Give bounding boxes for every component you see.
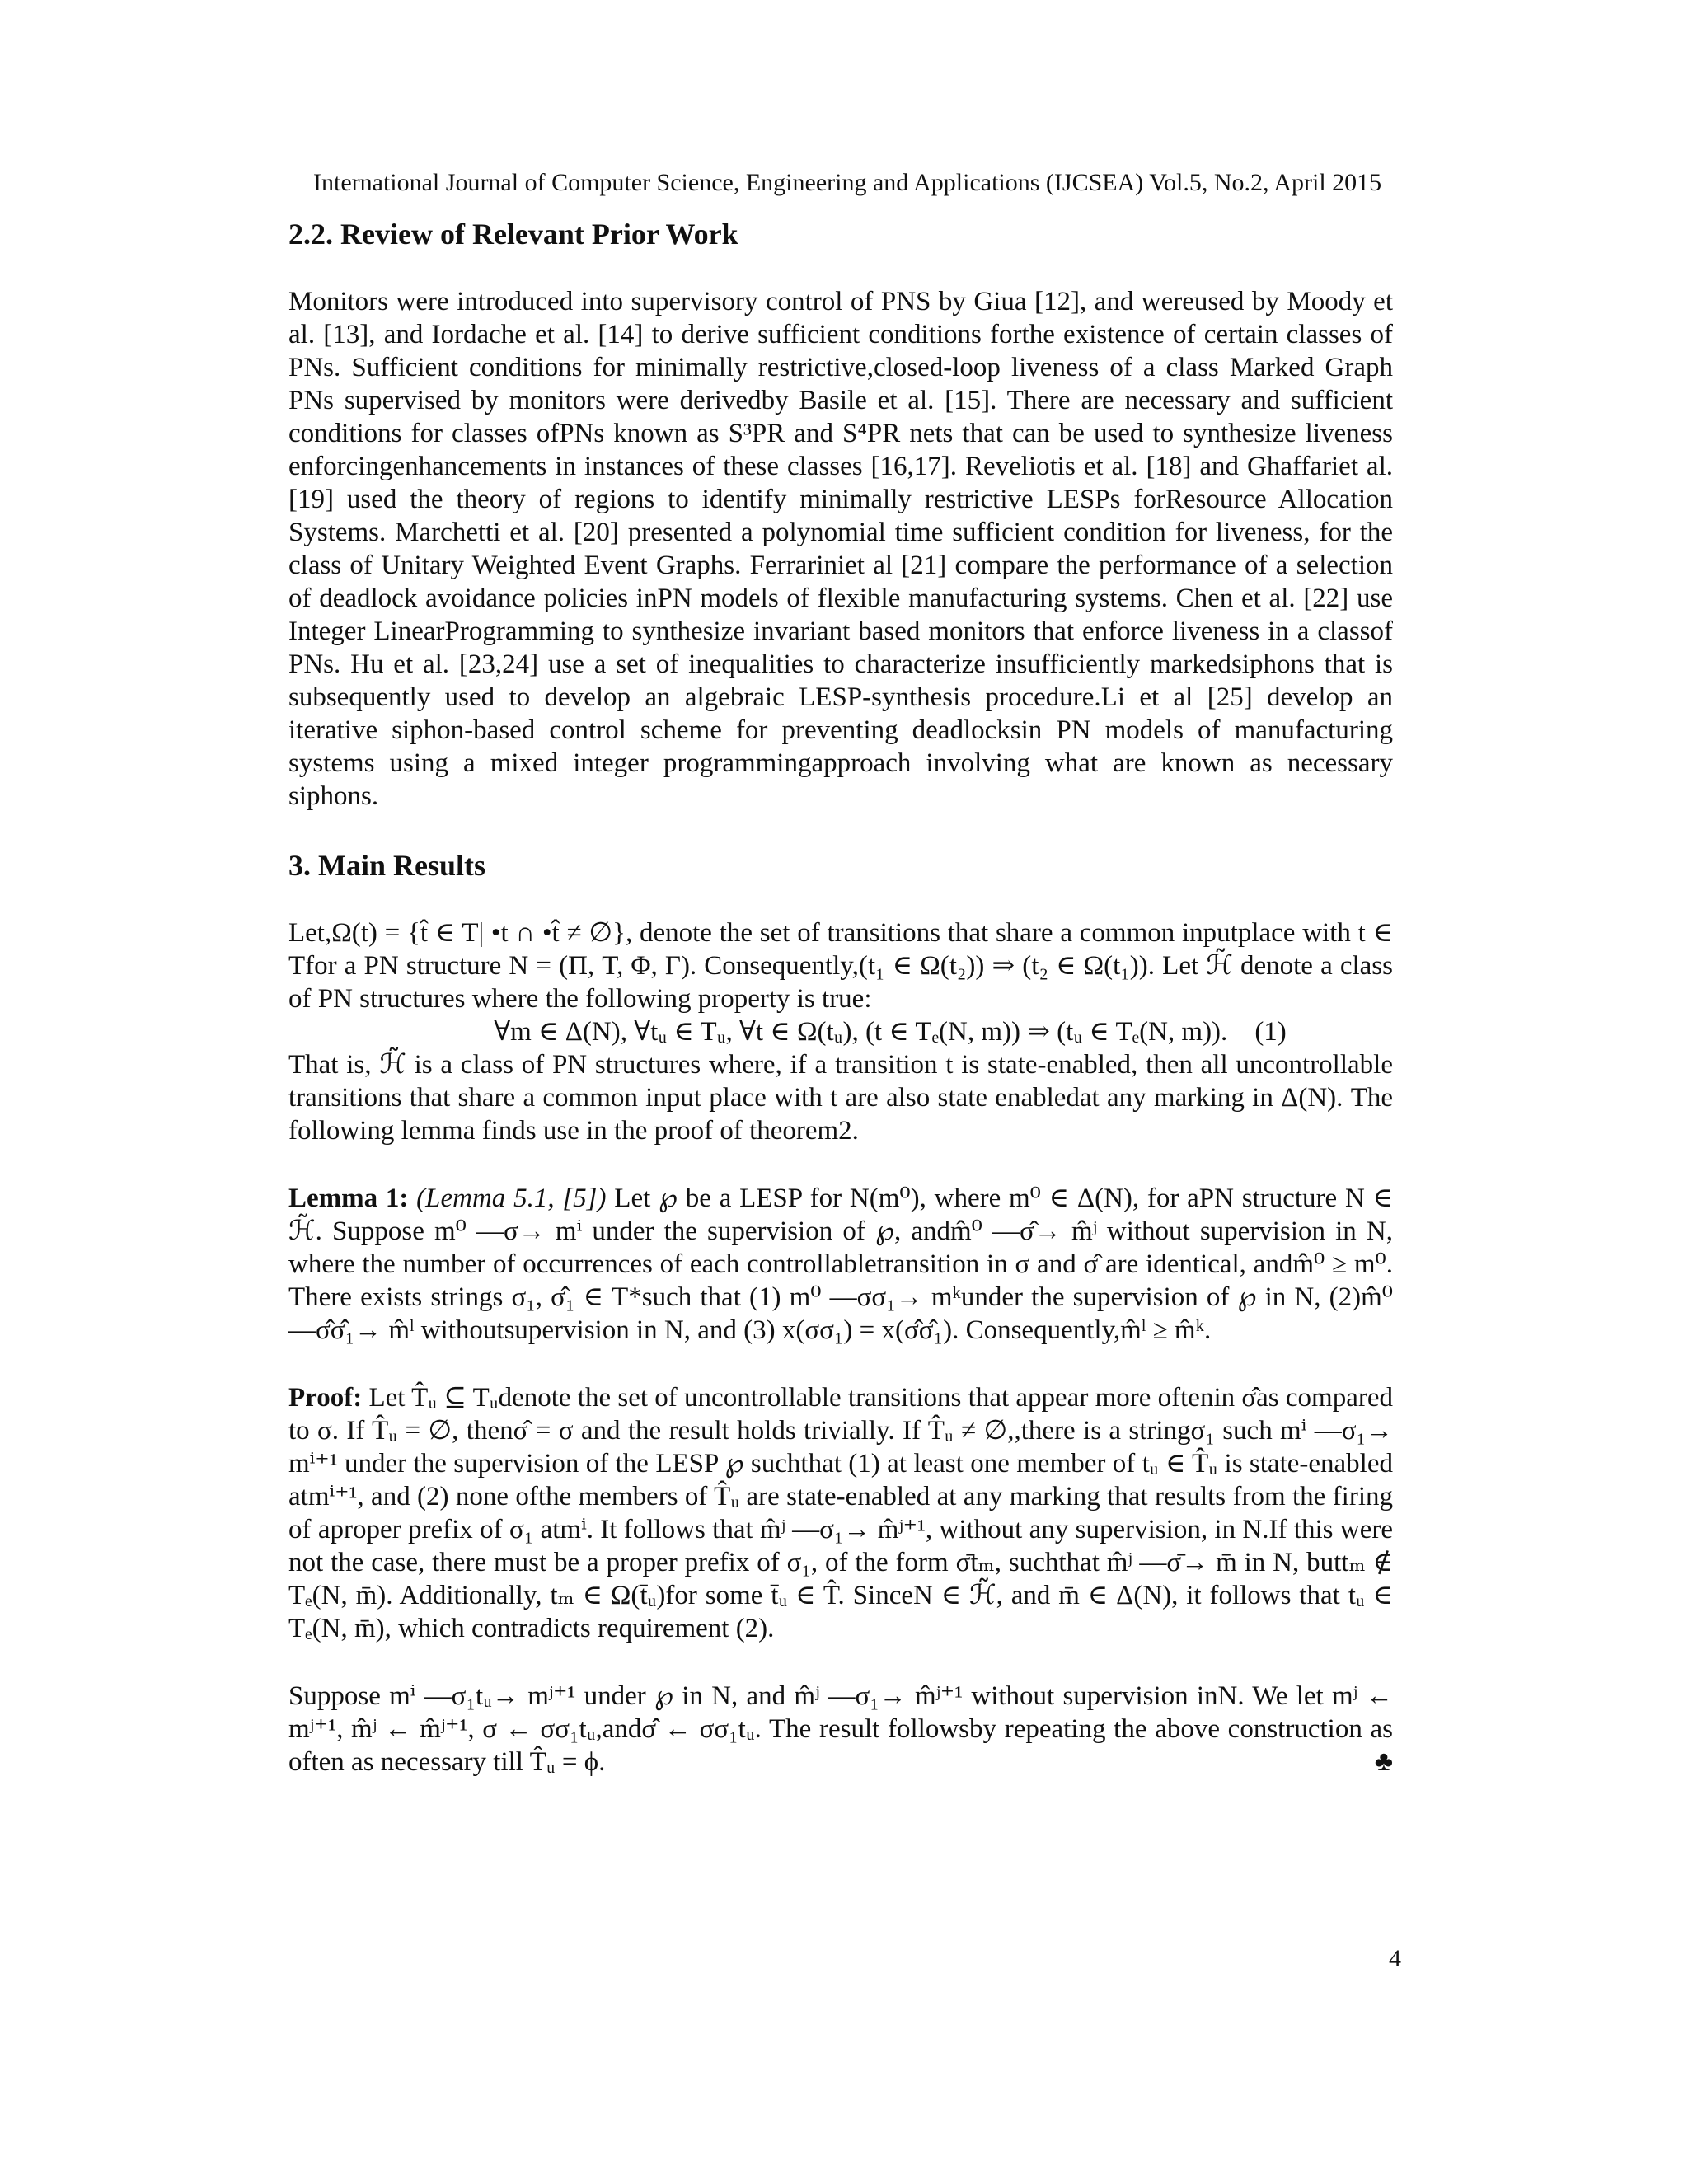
qed-club-icon: ♣ [1374,1746,1393,1777]
running-header: International Journal of Computer Science, Engineering and Applications (IJCSEA) Vol.5, No.2, April 2015 [313,169,1382,196]
page-body [288,216,1393,1813]
equation-1-body: ∀m ∈ Δ(N), ∀tᵤ ∈ Tᵤ, ∀t ∈ Ω(tᵤ), (t ∈ Tₑ(N, m)) ⇒ (tᵤ ∈ Tₑ(N, m)). [494,1017,1228,1047]
prior-work-paragraph: Monitors were introduced into supervisory control of PNS by Giua [12], and wereused by Moody et al. [13], and Iordache et al. [14] to derive sufficient conditions forthe existence of certain classes of PNs. Sufficient conditions for minimally restrictive,closed-loop liveness of a class Marked Graph PNs supervised by monitors were derivedby Basile et al. [15]. There are necessary and sufficient conditions for classes ofPNs known as S³PR and S⁴PR nets that can be used to synthesize liveness enforcingenhancements in instances of these classes [16,17]. Reveliotis et al. [18] and Ghaffariet al. [19] used the theory of regions to identify minimally restrictive LESPs forResource Allocation Systems. Marchetti et al. [20] presented a polynomial time sufficient condition for liveness, for the class of Unitary Weighted Event Graphs. Ferrariniet al [21] compare the performance of a selection of deadlock avoidance policies inPN models of flexible manufacturing systems. Chen et al. [22] use Integer LinearProgramming to synthesize invariant based monitors that enforce liveness in a classof PNs. Hu et al. [23,24] use a set of inequalities to characterize insufficiently markedsiphons that is subsequently used to develop an algebraic LESP-synthesis procedure.Li et al [25] develop an iterative siphon-based control scheme for preventing deadlocksin PN models of manufacturing systems using a mixed integer programmingapproach involving what are known as necessary siphons. [288,287,1393,811]
section-2-2-heading: 2.2. Review of Relevant Prior Work [288,218,738,251]
proof-text-2: Suppose mⁱ —σ₁tᵤ→ mʲ⁺¹ under ℘ in N, and m̂ʲ —σ₁→ m̂ʲ⁺¹ without supervision inN. We let mʲ ← mʲ⁺¹, m̂ʲ ← m̂ʲ⁺¹, σ ← σσ₁tᵤ,andσ̂ ← σσ₁tᵤ. The result followsby repeating the above construction as often as necessary till T̂ᵤ = ϕ. [288,1681,1393,1777]
lemma-source: (Lemma 5.1, [5]) [416,1183,607,1213]
page-number: 4 [1389,1945,1401,1972]
equation-1-number: (1) [1254,1017,1287,1047]
proof-paragraph-2 [288,1680,1393,1779]
proof-paragraph-1 [288,1381,1393,1645]
equation-1 [288,1015,1393,1048]
lemma-label: Lemma 1: [288,1183,409,1213]
proof-label: Proof: [288,1383,363,1413]
main-results-intro: Let,Ω(t) = {t̂ ∈ T| •t ∩ •t̂ ≠ ∅}, denote the set of transitions that share a common inputplace with t ∈ Tfor a PN structure N = (Π, T, Φ, Γ). Consequently,(t₁ ∈ Ω(t₂)) ⇒ (t₂ ∈ Ω(t₁)). Let ℋ̃ denote a class of PN structures where the following property is true: [288,918,1393,1014]
main-results-after-equation: That is, ℋ̃ is a class of PN structures where, if a transition t is state-enabled, then all uncontrollable transitions that share a common input place with t are also state enabledat any marking in Δ(N). The following lemma finds use in the proof of theorem2. [288,1050,1393,1146]
section-3-heading: 3. Main Results [288,849,486,882]
proof-text-1: Let T̂ᵤ ⊆ Tᵤdenote the set of uncontrollable transitions that appear more oftenin σ̂as compared to σ. If T̂ᵤ = ∅, thenσ̂ = σ and the result holds trivially. If T̂ᵤ ≠ ∅,,there is a stringσ₁ such mⁱ —σ₁→ mⁱ⁺¹ under the supervision of the LESP ℘ suchthat (1) at least one member of tᵤ ∈ T̂ᵤ is state-enabled atmⁱ⁺¹, and (2) none ofthe members of T̂ᵤ are state-enabled at any marking that results from the firing of aproper prefix of σ₁ atmⁱ. It follows that m̂ʲ —σ₁→ m̂ʲ⁺¹, without any supervision, in N.If this were not the case, there must be a proper prefix of σ₁, of the form σ̄tₘ, suchthat m̂ʲ —σ̄→ m̄ in N, buttₘ ∉ Tₑ(N, m̄). Additionally, tₘ ∈ Ω(t̄ᵤ)for some t̄ᵤ ∈ T̂. SinceN ∈ ℋ̃, and m̄ ∈ Δ(N), it follows that tᵤ ∈ Tₑ(N, m̄), which contradicts requirement (2). [288,1383,1394,1643]
lemma-text: Let ℘ be a LESP for N(m⁰), where m⁰ ∈ Δ(N), for aPN structure N ∈ ℋ̃. Suppose m⁰ —σ→ mⁱ under the supervision of ℘, andm̂⁰ —σ̂→ m̂ʲ without supervision in N, where the number of occurrences of each controllabletransition in σ and σ̂ are identical, andm̂⁰ ≥ m⁰. There exists strings σ₁, σ̂₁ ∈ T*such that (1) m⁰ —σσ₁→ mᵏunder the supervision of ℘ in N, (2)m̂⁰ —σ̂σ̂₁→ m̂ˡ withoutsupervision in N, and (3) x(σσ₁) = x(σ̂σ̂₁). Consequently,m̂ˡ ≥ m̂ᵏ. [288,1183,1393,1345]
lemma-1 [288,1182,1393,1347]
